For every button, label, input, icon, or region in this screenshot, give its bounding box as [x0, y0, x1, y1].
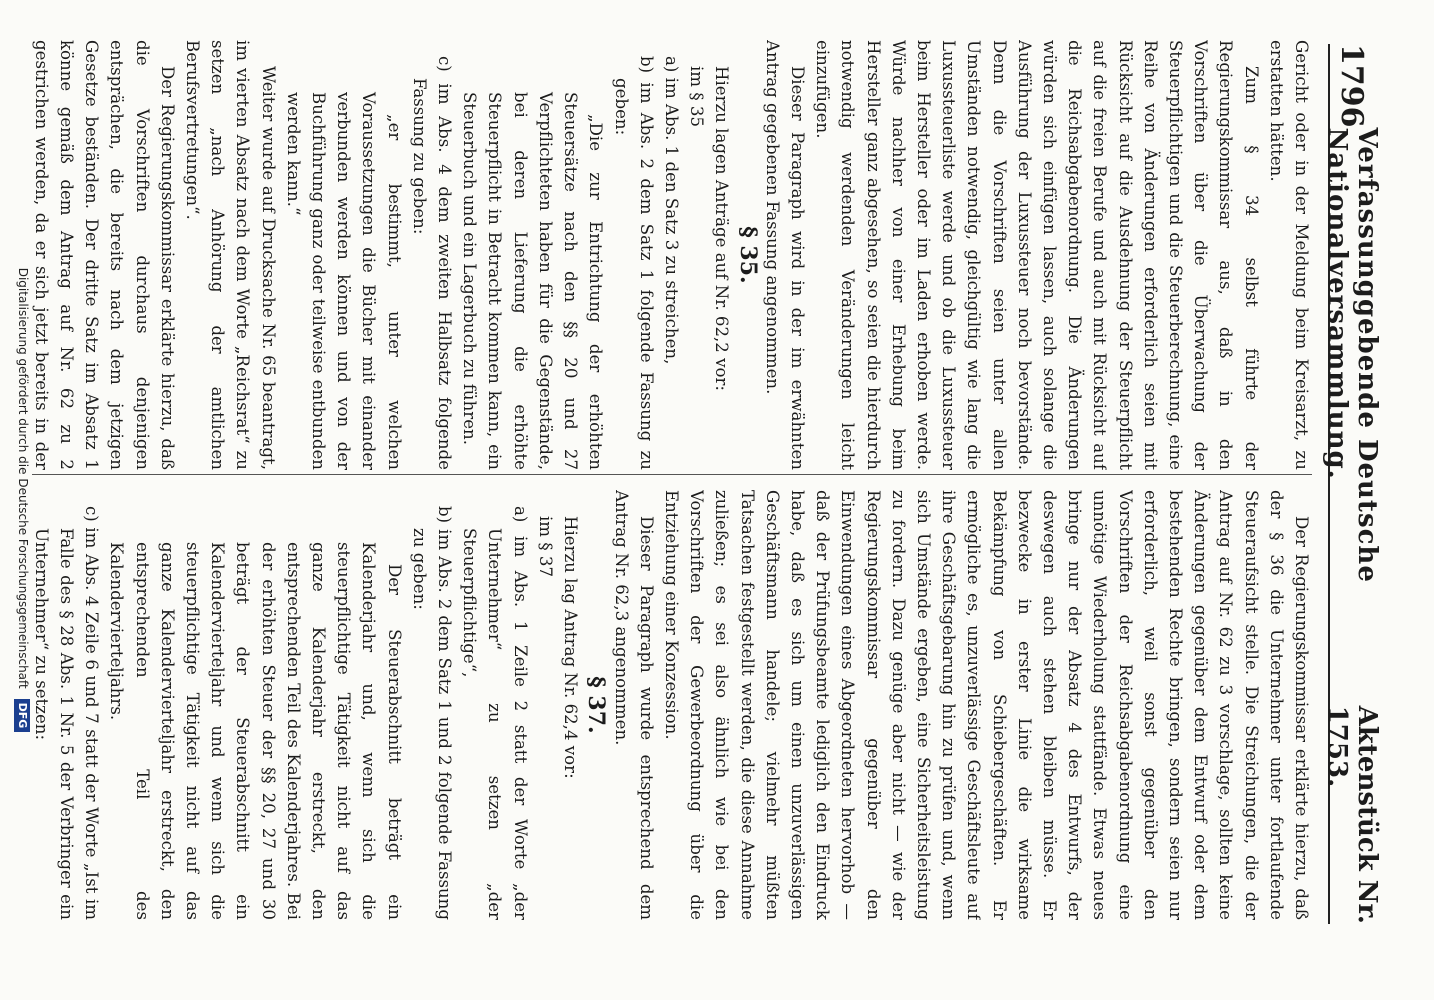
paragraph: Weiter wurde auf Drucksache Nr. 65 beantragt, im vierten Absatz nach dem Worte „Reichsrat“ zu setzen „nach Anhörung der amtlichen Berufsvertretungen“.	[183, 40, 278, 470]
paragraph: „Die zur Entrichtung der erhöhten Steuersätze nach den §§ 20 und 27 Verpflichteten haben für die Gegenstände, bei deren Lieferung die erhöhte Steuerpflicht in Betracht kommen kann, ein Steuerbuch und ein Lagerbuch zu führen.	[460, 92, 606, 470]
digitization-notice	[12, 0, 34, 1000]
section-heading: § 37.	[583, 676, 610, 734]
paragraph: Der Regierungskommissar erklärte hierzu, daß die Vorschriften durchaus denjenigen entsprächen, die bereits nach dem jetzigen Gesetze beständen. Der dritte Satz im Absatz 1 könne gemäß dem Antrag auf Nr. 62 zu 2 gestrichen werden, da er sich jetzt bereits in der	[31, 40, 177, 470]
paragraph: Dieser Paragraph wird in der im erwähnten Antrag gegebenen Fassung angenommen.	[762, 40, 807, 470]
paragraph: Zum § 34 selbst führte der Regierungskommissar aus, daß in den Vorschriften über die Überwachung der Steuerpflichtigen und die Steuerberechnung, eine Reihe von Änderungen erforderlich seien mit Rücksicht auf die Ausdehnung der Steuerpflicht auf die freien Berufe und auch mit Rücksicht auf die Reichsabgabenordnung. Die Änderungen würden sich einfügen lassen, auch solange die Ausführung der Luxussteuer noch bevorstände. Denn die Vorschriften seien unter allen Umständen notwendig, gleichgültig wie lang die Luxussteuerliste werde und ob die Luxussteuer beim Hersteller oder im Laden erhoben werde. Würde nachher von einer Erhebung beim Hersteller ganz abgesehen, so seien die hierdurch notwendig werdenden Veränderungen leicht einzufügen.	[813, 40, 1261, 470]
paragraph: im § 35	[687, 66, 707, 128]
paragraph: „er bestimmt, unter welchen Voraussetzungen die Bücher mit einander verbunden werden können und von der Buchführung ganz oder teilweise entbunden werden kann.“	[283, 92, 404, 470]
section-heading: § 35.	[734, 226, 761, 284]
digitization-text: Digitalisierung gefördert durch die Deutsche Forschungsgemeinschaft	[16, 267, 30, 689]
dfg-logo: DFG	[15, 699, 31, 733]
paragraph: b) im Abs. 2 dem Satz 1 und 2 folgende Fassung zu geben:	[409, 506, 455, 920]
paragraph: im § 37	[535, 516, 555, 578]
page-number: 1796	[1334, 44, 1370, 128]
paragraph: Der Regierungskommissar erklärte hierzu, daß der § 36 die Unternehmer unter fortlaufende Steueraufsicht stelle. Die Streichungen, die der Antrag auf Nr. 62 zu 3 vorschlage, sollten keine Änderungen gegenüber dem Entwurf oder dem bestehenden Rechte bringen, sondern seien nur erforderlich, weil sonst gegenüber den Vorschriften der Reichsabgabenordnung eine unnötige Wiederholung stattfände. Etwas neues bringe nur der Absatz 4 des Entwurfs, der deswegen auch stehen bleiben müsse. Er bezwecke in erster Linie die wirksame Bekämpfung von Schiebergeschäften. Er ermögliche es, unzuverlässige Geschäftsleute auf ihre Geschäftsgebarung hin zu prüfen und, wenn sich Umstände ergeben, eine Sicherheitsleistung zu fordern. Dazu genüge aber nicht — wie der Regierungskommissar gegenüber den Einwendungen eines Abgeordneten hervorhob — daß der Prüfungsbeamte lediglich den Eindruck habe, daß es sich um einen unzuverlässigen Geschäftsmann handele; vielmehr müßten Tatsachen festgestellt werden, die diese Annahme zuließen; es sei also ähnlich wie bei den Vorschriften der Gewerbeordnung über die Entziehung einer Konzession.	[661, 490, 1311, 920]
page-header	[1322, 44, 1382, 924]
paragraph: c) im Abs. 4 dem zweiten Halbsatz folgende Fassung zu geben:	[409, 56, 455, 470]
paragraph: a) im Abs. 1 den Satz 3 zu streichen,	[661, 56, 681, 365]
document-number: Aktenstück Nr. 1753.	[1322, 705, 1382, 924]
paragraph: Hierzu lagen Anträge auf Nr. 62,2 vor:	[712, 66, 732, 392]
right-column	[24, 490, 1314, 920]
paragraph: Der Steuerabschnitt beträgt ein Kalenderjahr und, wenn sich die steuerpflichtige Tätigkeit nicht auf das ganze Kalenderjahr erstreckt, den entsprechenden Teil des Kalenderjahres. Bei der erhöhten Steuer der §§ 20, 27 und 30 beträgt der Steuerabschnitt ein Kalendervierteljahr und wenn sich die steuerpflichtige Tätigkeit nicht auf das ganze Kalendervierteljahr erstreckt, den entsprechenden Teil des Kalendervierteljahrs.	[107, 542, 404, 920]
left-column	[24, 40, 1314, 470]
paragraph: c) im Abs. 4 Zeile 6 und 7 statt der Worte „Ist im Falle des § 28 Abs. 1 Nr. 5 der Verbringer ein Unternehmer“ zu setzen:	[31, 506, 102, 920]
paragraph: Dieser Paragraph wurde entsprechend dem Antrag Nr. 62,3 angenommen.	[611, 490, 656, 920]
paragraph: a) im Abs. 1 Zeile 2 statt der Worte „der Unternehmer“ zu setzen „der Steuerpflichtige“,	[460, 506, 530, 920]
paragraph: b) im Abs. 2 dem Satz 1 folgende Fassung zu geben:	[611, 56, 656, 470]
paragraph: Hierzu lag Antrag Nr. 62,4 vor:	[561, 516, 581, 779]
page-title: Verfassunggebende Deutsche Nationalversammlung.	[1322, 127, 1382, 583]
paragraph: Gericht oder in der Meldung beim Kreisarzt, zu erstatten hätten.	[1266, 40, 1311, 470]
column-divider	[32, 474, 1312, 475]
